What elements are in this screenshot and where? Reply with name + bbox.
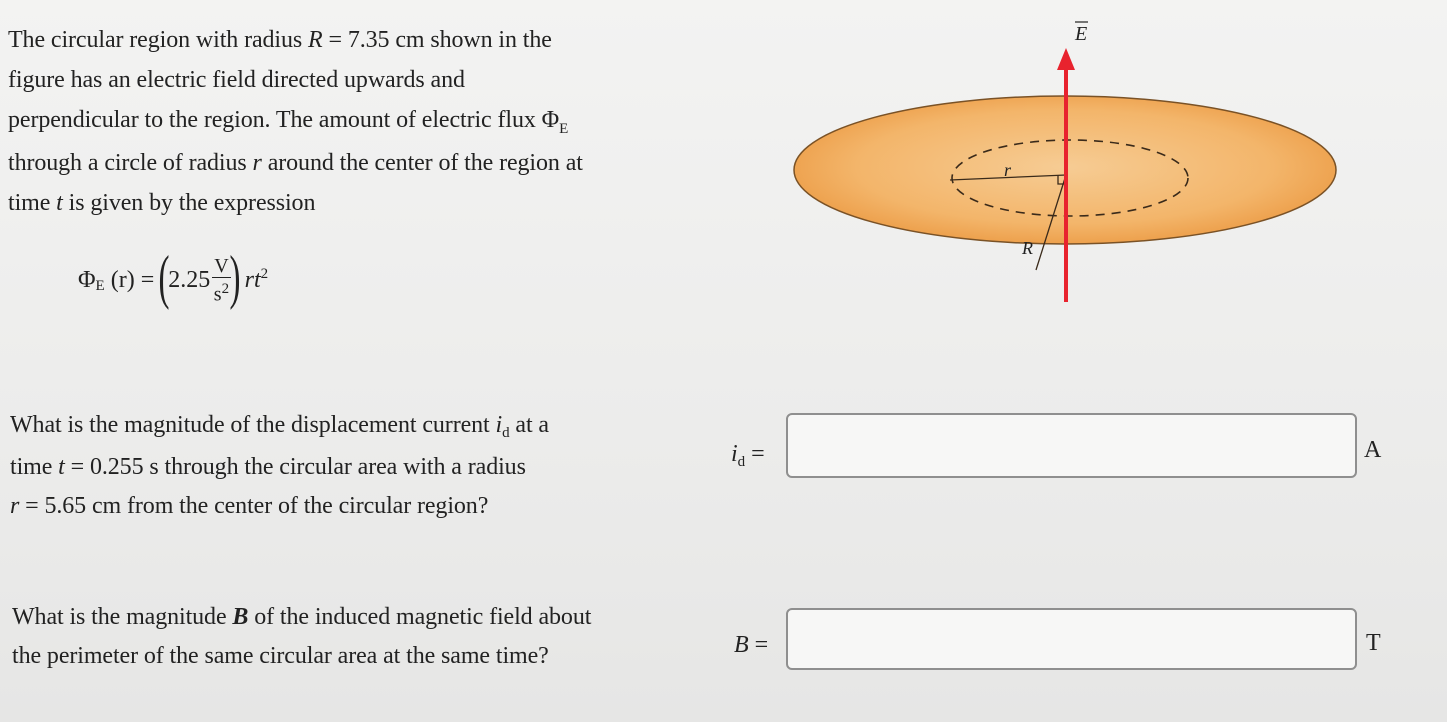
left-paren: ( <box>158 244 170 310</box>
unit-ampere: A <box>1364 437 1382 463</box>
unit-tesla: T <box>1366 630 1381 656</box>
circular-region-figure <box>790 10 1350 310</box>
q1-line-2: time t = 0.255 s through the circular area with a radius <box>10 454 526 480</box>
q1-line-1: What is the magnitude of the displacement current $i_d$ at a <box>10 412 549 441</box>
outer-radius-label: R <box>1022 238 1033 258</box>
right-paren: ) <box>229 244 241 310</box>
inner-radius-label: r <box>1004 160 1012 180</box>
intro-line-5: time t is given by the expression <box>8 190 316 216</box>
magnetic-field-input[interactable] <box>786 608 1357 670</box>
coefficient: 2.25 <box>168 266 211 293</box>
intro-line-3: perpendicular to the region. The amount of electric flux $\Phi_E$ <box>8 107 569 137</box>
intro-line-4: through a circle of radius r around the center of the region at <box>8 150 583 176</box>
arrow-head <box>1057 48 1075 70</box>
displacement-current-label: $i_d$ = <box>731 441 765 470</box>
q1-line-3: r = 5.65 cm from the center of the circular region? <box>10 493 489 519</box>
q2-line-2: the perimeter of the same circular area at the same time? <box>12 643 549 669</box>
question-2 <box>12 598 712 676</box>
unit-fraction: $\frac{V}{s^2}$ <box>213 254 230 306</box>
magnetic-field-label: B = <box>734 632 769 658</box>
intro-line-1: The circular region with radius R = 7.35 cm shown in the <box>8 27 552 53</box>
intro-line-2: figure has an electric field directed upwards and <box>8 67 465 93</box>
q2-line-1: What is the magnitude B of the induced magnetic field about <box>12 604 592 630</box>
flux-equation: Φ E (r) = ( 2.25 $\frac{V}{s^2}$ ) $rt^2$ <box>78 244 269 310</box>
field-label: E <box>1075 23 1088 45</box>
question-1 <box>10 406 690 526</box>
problem-statement <box>8 20 688 223</box>
displacement-current-input[interactable] <box>786 413 1357 478</box>
